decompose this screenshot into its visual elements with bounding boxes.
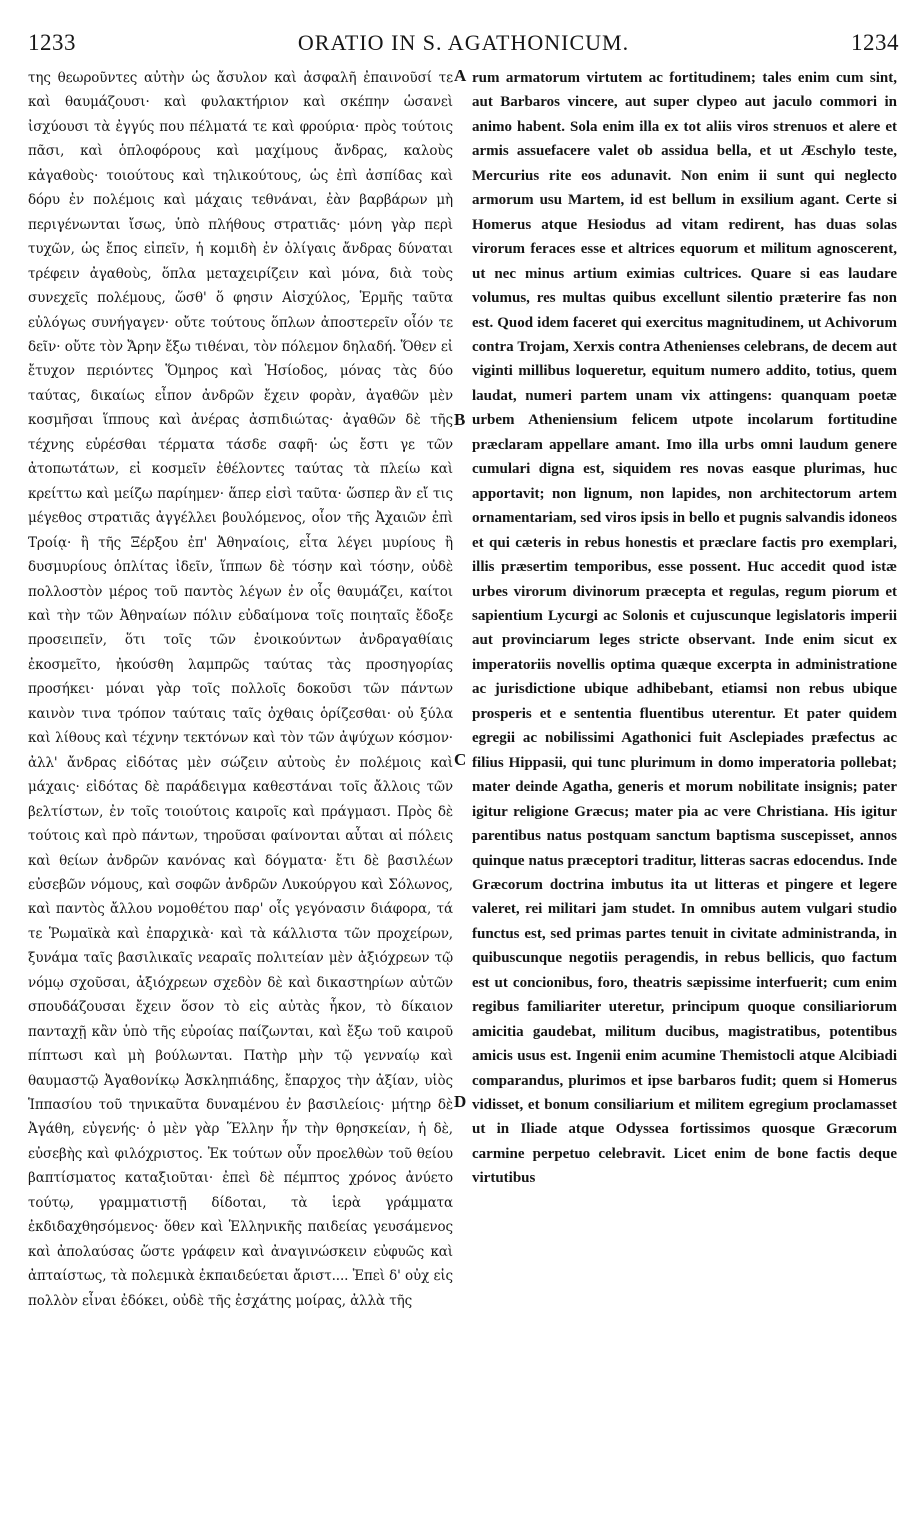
- page-header: [28, 30, 899, 64]
- latin-column: [472, 66, 897, 1191]
- greek-text: της θεωροῦντες αὐτὴν ὡς ἄσυλον καὶ ἀσφαλῆ ἐπαινοῦσί τε καὶ θαυμάζουσι· καὶ φυλακτήριον καὶ σκέπην ὡσανεὶ ἰσχύουσι τὰ ἐγγύς που πέλματά τε καὶ φρούρια· πρὸς τούτοις πᾶσι, καὶ ὁπλοφόρους καὶ μαχίμους ἄνδρας, καλοὺς κἀγαθοὺς· τοιούτους καὶ τηλικούτους, ὡς ἐπὶ ἀσπίδας καὶ δόρυ ἐν πολέμοις καὶ μάχαις τεθνάναι, ἐὰν βαρβάρων μὴ περιγένωνται ἴσως, ὑπὸ πλήθους στρατιᾶς· μόνη γὰρ περὶ τυχῶν, ὡς ἔπος εἰπεῖν, ἡ κομιδὴ ἐν ὀλίγαις ἄνδρας δύναται τρέφειν ἀγαθοὺς, ὅπλα μεταχειρίζειν καὶ μόνα, διὰ τοὺς συνεχεῖς πολέμους, ὥσθ' ὅ φησιν Αἰσχύλος, Ἑρμῆς ταῦτα εὐλόγως συνήγαγεν· οὔτε τούτους ὅπλων ἀποστερεῖν οἷόν τε δεῖν· οὔτε τὸν Ἄρην ἔξω τιθέναι, τὸν πόλεμον δηλαδή. Ὅθεν εἰ ἔτυχον περιόντες Ὅμηρος καὶ Ἡσίοδος, μόνας τὰς δύο ταύτας, δικαίως εἶπον ἀνδρῶν ἔχειν φορὰν, ἀγαθῶν μὲν κοσμῆσαι ἵππους καὶ ἀνέρας ἀσπιδιώτας· ἀγαθῶν δὲ τῆς τέχνης εὑρέσθαι τέρματα τάσδε σαφῆ· ὡς ἔστι γε τῶν ἀτοπωτάτων, εἰ κοσμεῖν ἐθέλοντες ταύτας τὰ πλείω καὶ κρείττω καὶ μείζω παρίημεν· ἅπερ εἰσὶ ταῦτα· ὥσπερ ἂν εἴ τις μέγεθος στρατιᾶς ἀγγέλλει βουλόμενος, οἷον τῆς Ἀχαιῶν ἐπὶ Τροίᾳ· ἢ τῆς Ξέρξου ἐπ' Ἀθηναίοις, εἶτα λέγει μυρίους ἢ δυσμυρίους ὁπλίτας ἰδεῖν, ἵππων δὲ τόσην καὶ τόσην, οὐδὲ πολλοστὸν μέρος τοῦ παντὸς λέγων ἐν οἷς θαυμάζει, καίτοι καὶ τὴν τῶν Ἀθηναίων πόλιν εὐδαίμονα τοῖς ποιηταῖς ἔδοξε προσειπεῖν, ὅτι τοῖς τῶν ἐνοικούντων ἀνδραγαθίαις ἐκοσμεῖτο, ἠκούσθη λαμπρῶς ταύτας τὰς προσηγορίας προσήκει· μόναι γὰρ τοῖς πολλοῖς δοκοῦσι τῶν πάντων καινὸν τινα τρόπον ταύταις ταῖς ὀχθαις ὁρίζεσθαι· οὐ ξύλα καὶ λίθους καὶ τέχνην τεκτόνων καὶ τὸν τῶν ἀψύχων κόσμον· ἀλλ' ἄνδρας εἰδότας μὲν σώζειν αὐτοὺς ἐν πολέμοις καὶ μάχαις· εἰδότας δὲ παράδειγμα καθεστάναι τοῖς ἄλλοις τῶν βελτίστων, ἐν τοῖς τοιούτοις καιροῖς καὶ πράγμασι. Πρὸς δὲ τούτοις καὶ πρὸ πάντων, τηροῦσαι φαίνονται αὗται αἱ πόλεις καὶ θείων ἀνδρῶν κανόνας καὶ δόγματα· ἔτι δὲ βασιλέων εὐσεβῶν νόμους, καὶ σοφῶν ἀνδρῶν Λυκούργου καὶ Σόλωνος, καὶ παντὸς ἄλλου νομοθέτου παρ' οἷς γεγόνασιν διάφορα, τά τε Ῥωμαϊκὰ καὶ ἐπαρχικὰ· καὶ τὰ κάλλιστα τῶν προχείρων, ξυνάμα ταῖς βασιλικαῖς νεαραῖς πολιτείαν μὲν ἀξιόχρεων τῷ νόμῳ σχοῦσαι, ἀξιόχρεων σχεδὸν δὲ καὶ δικαστηρίων αὐτῶν σπουδάζουσαι ἔχειν ὅσον τὸ εἰς αὐτὰς ἧκον, τὸ δίκαιον πανταχῇ κἂν ὑπὸ τῆς εὐροίας παίζωνται, καὶ ἔξω τοῦ καιροῦ πίπτωσι καὶ μὴ βούλωνται. Πατὴρ μὴν τῷ γενναίῳ καὶ θαυμαστῷ Ἀγαθονίκῳ Ἀσκληπιάδης, ἔπαρχος τὴν ἀξίαν, υἱὸς Ἱππασίου τοῦ τηνικαῦτα δυναμένου ἐν βασιλείοις· μήτηρ δὲ Ἀγάθη, εὐγενής· ὁ μὲν γὰρ Ἕλλην ἦν τὴν θρησκείαν, ἡ δὲ, εὐσεβὴς καὶ φιλόχριστος. Ἐκ τούτων οὖν προελθὼν τοῦ θείου βαπτίσματος καταξιοῦται· ἐπεὶ δὲ πέμπτος χρόνος ἀνύετο τούτῳ, γραμματιστῇ δίδοται, τὰ ἱερὰ γράμματα ἐκδιδαχθησόμενος· ὅθεν καὶ Ἑλληνικῆς παιδείας γευσάμενος καὶ ἀπολαύσας ὥστε γράφειν καὶ ἀναγινώσκειν εὐφυῶς καὶ ἀπταίστως, τὰ πολεμικὰ ἐκπαιδεύεται ἄριστ.... Ἐπεὶ δ' οὐχ εἰς πολλὸν εἶναι ἐδόκει, οὐδὲ τῆς ἐσχάτης μοίρας, ἀλλὰ τῆς: [28, 70, 453, 1309]
- section-marker-d: D: [454, 1092, 467, 1111]
- greek-column: [28, 66, 453, 1313]
- section-marker-b: B: [454, 410, 466, 429]
- running-title: ORATIO IN S. AGATHONICUM.: [297, 30, 630, 55]
- section-marker-c: C: [454, 750, 467, 769]
- page-number-left: 1233: [28, 30, 76, 55]
- page-number-right: 1234: [851, 30, 899, 55]
- latin-text: rum armatorum virtutem ac fortitudinem; tales enim cum sint, aut Barbaros vincere, aut super clypeo aut jaculo commori in animo habent. Sola enim illa ex tot aliis viros strenuos et alere et armis assuefacere valet ob assidua bella, et ut Æschylo teste, Mercurius rite eos adunavit. Non enim ii sunt qui neglecto armorum usu Martem, id est bellum in exsilium agant. Certe si Homerus atque Hesiodus ad vitam redirent, has duas solas virorum feraces esse et altrices equorum et militum agnoscerent, ut nec minus artium eximias cultrices. Quare si eas laudare volumus, res multas quibus excellunt silentio præterire fas non est. Quod idem faceret qui exercitus magnitudinem, ut Achivorum contra Trojam, Xerxis contra Athenienses celebrans, de decem aut viginti millibus loqueretur, equitum numero addito, totius, quem laudat, numeri partem unam vix attingens: quanquam poetæ urbem Atheniensium felicem utpote incolarum fortitudine præclaram appellare amant. Imo illa urbs omni laudum genere cumulari digna est, siquidem res novas easque plurimas, huc apportavit; non lignum, non lapides, non architectorum artem ornamentariam, sed viros ipsis in bello et pugnis salvandis idoneos et qui cæteris in rebus honestis et præclare factis pro exemplari, illis præsertim temporibus, esse possent. Huc accedit quod istæ urbes virorum divinorum præcepta et regulas, regum piorum et sapientium Lycurgi ac Solonis et cujuscunque legislatoris imperii aut provinciarum leges stricte observant. Inde enim sicut ex imperatoriis novellis optima quæque excerpta in administratione ac jurisdictione ubique adhibebant, etiamsi non rebus ubique prosperis et e sententia fluentibus uterentur. Et pater quidem egregii ac nobilissimi Agathonici fuit Asclepiades præfectus ac filius Hippasii, qui tunc plurimum in domo imperatoria pollebat; mater deinde Agatha, generis et morum nobilitate insignis; pater igitur religione Græcus; mater pia ac vere Christiana. His igitur parentibus natus postquam sanctum baptisma suscepisset, annos quinque natus præceptori traditur, litteras sacras edocendus. Inde Græcorum doctrina imbutus ita ut litteras et pingere et legere valeret, rei militari jam studet. In omnibus autem vulgari studio functus est, sed primas partes tenuit in civitate administranda, in quibuscunque negotiis peragendis, in rebus bellicis, quo factum est ut concionibus, foro, theatris sæpissime interfuerit; cum enim regibus familiariter uteretur, principum quoque consiliariorum amicitia gaudebat, militum ducibus, magistratibus, potentibus amicis usus est. Ingenii enim acumine Themistocli atque Alcibiadi comparandus, plurimos et ipse barbaros fudit; quem si Homerus vidisset, et bonum consiliarium et militem egregium proclamasset ut in Iliade atque Odyssea fortissimos quosque Græcorum carmine perpetuo celebravit. Licet enim de bone factis deque virtutibus: [472, 70, 897, 1187]
- section-marker-a: A: [454, 66, 467, 85]
